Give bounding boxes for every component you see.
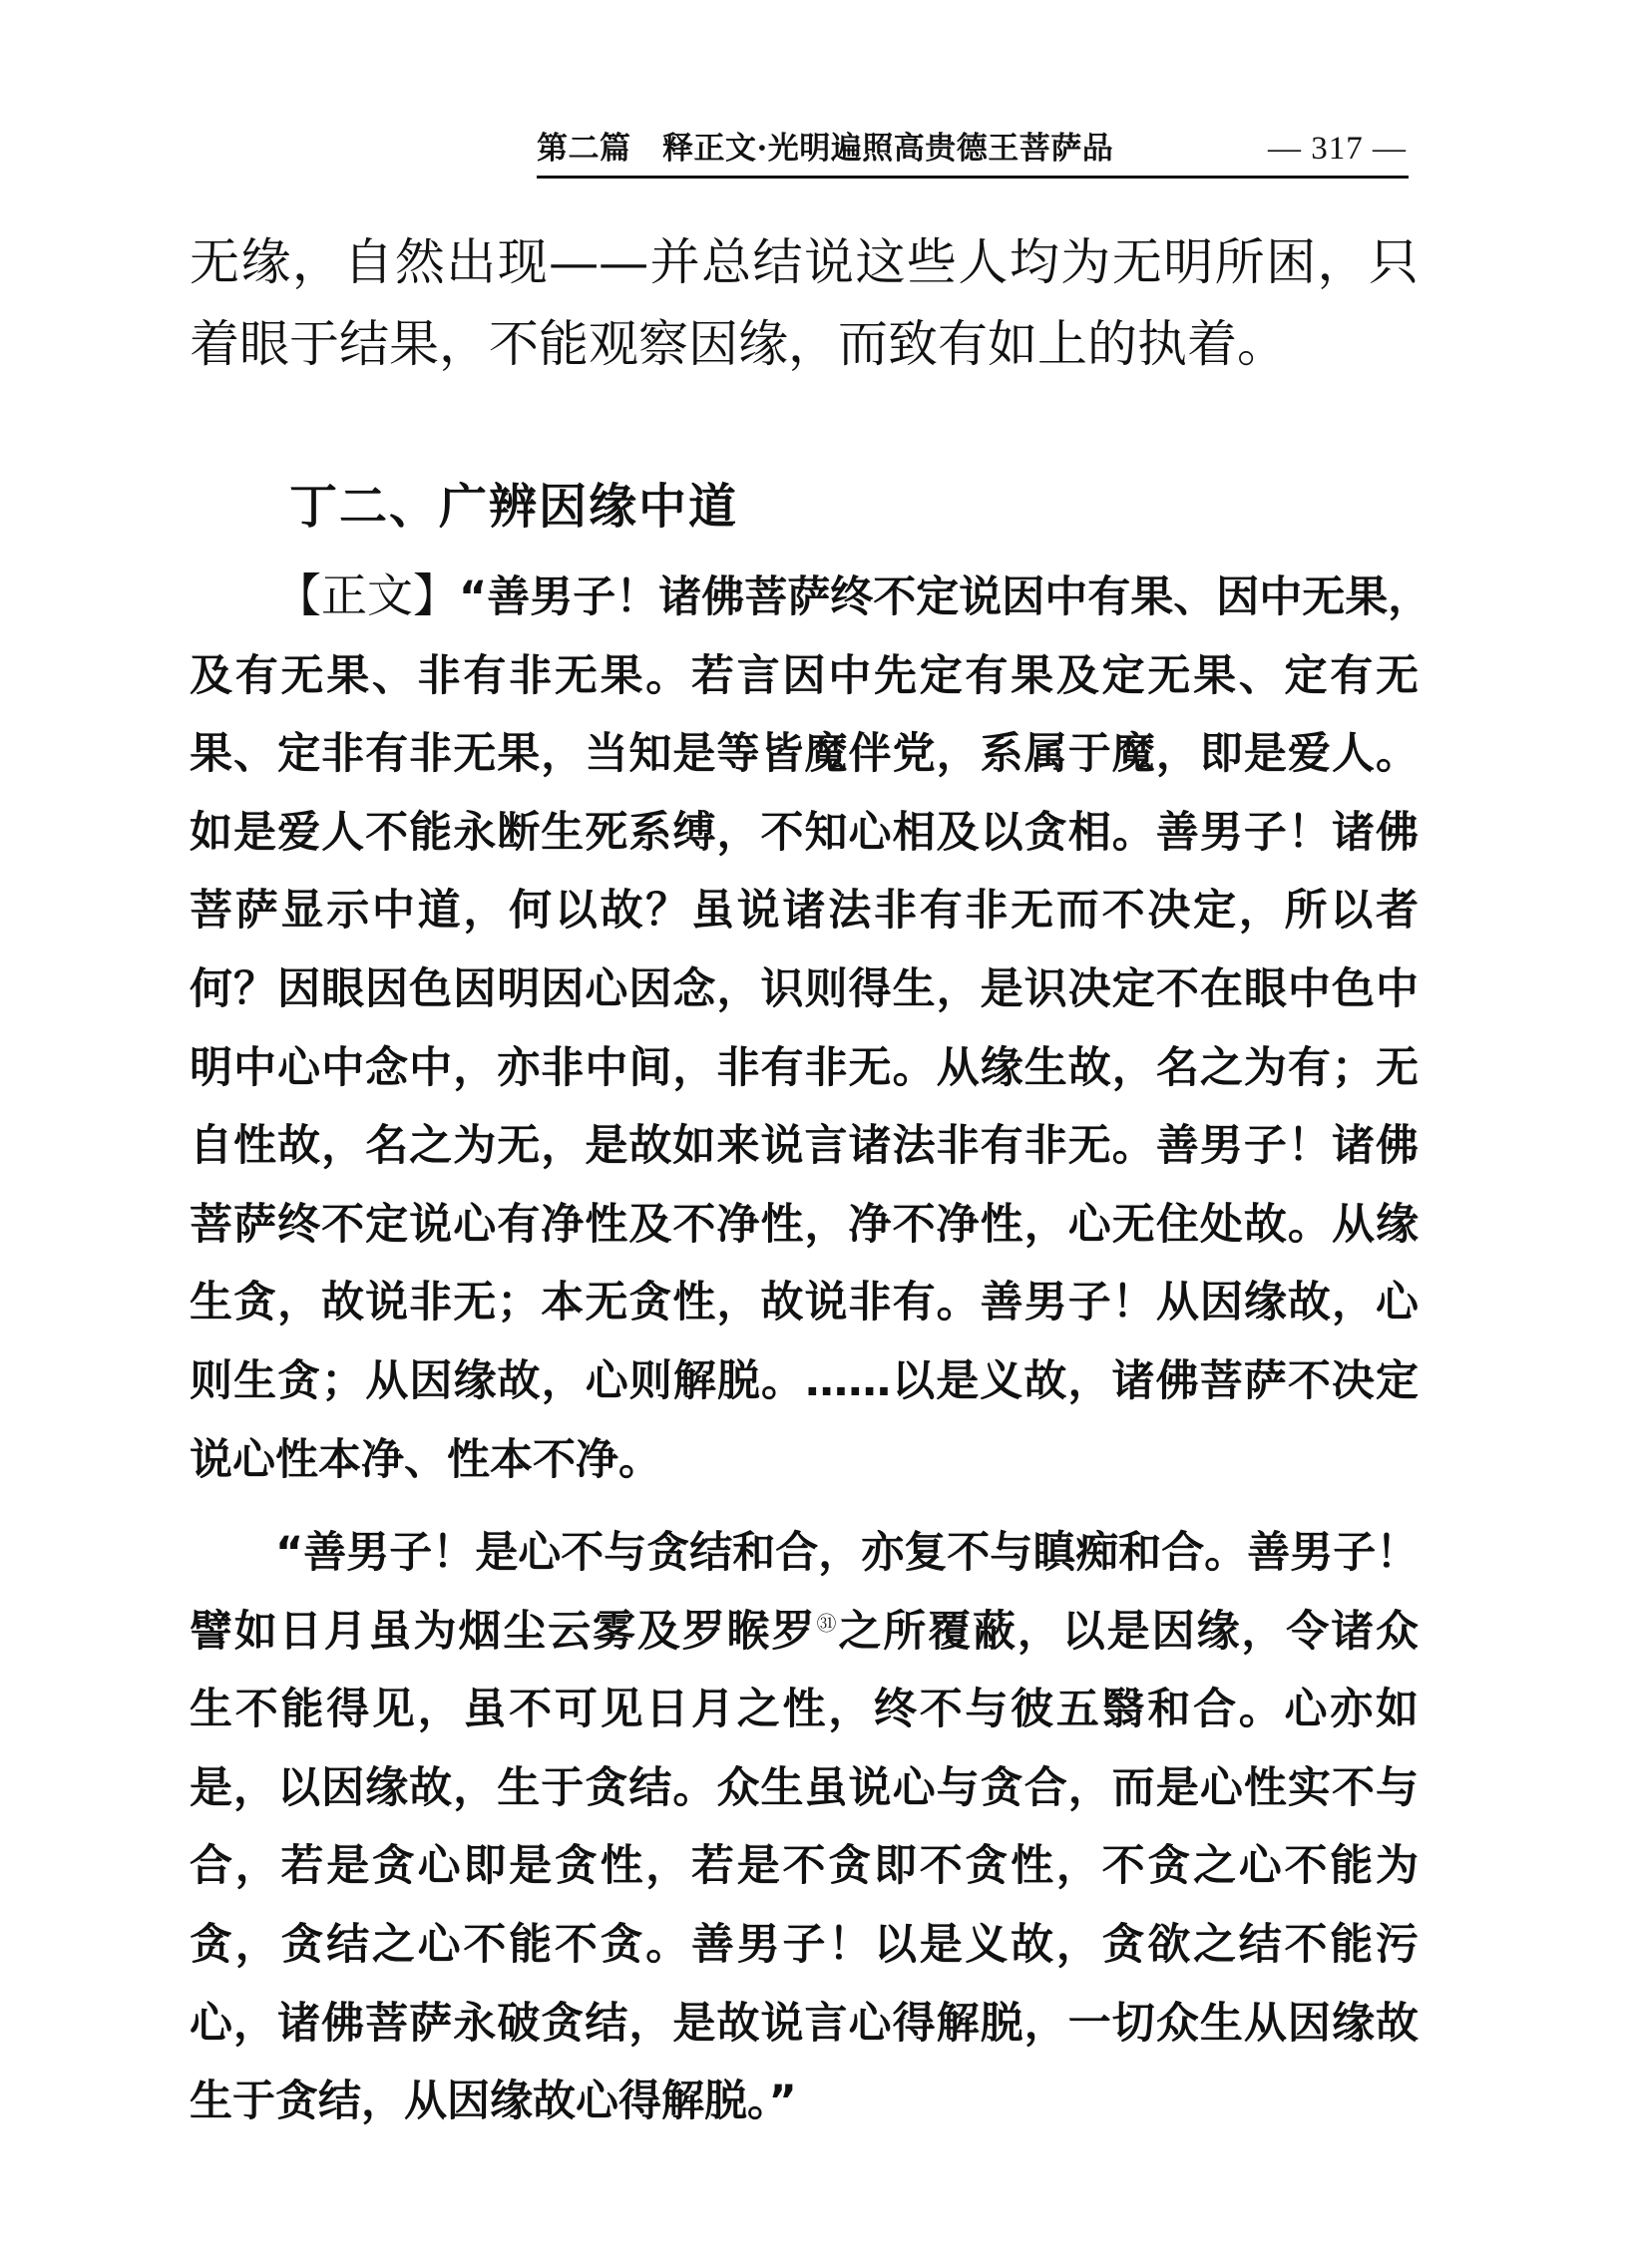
text-line: 说心性本净、性本不净。 — [190, 1434, 661, 1485]
text-line: 菩萨显示中道，何以故？虽说诸法非有非无而不决定，所以者 — [190, 886, 1419, 937]
text-line: 生不能得见，虽不可见日月之性，终不与彼五翳和合。心亦如 — [190, 1685, 1419, 1735]
running-header — [537, 124, 1407, 174]
text-line: 着眼于结果，不能观察因缘，而致有如上的执着。 — [190, 315, 1287, 373]
scripture-paragraph-1 — [190, 557, 1431, 1499]
text-segment: “善男子！诸佛菩萨终不定说因中有果、因中无果， — [459, 572, 1431, 622]
text-line: 及有无果、非有非无果。若言因中先定有果及定无果、定有无 — [190, 650, 1419, 701]
text-line: 则生贪；从因缘故，心则解脱。……以是义故，诸佛菩萨不决定 — [190, 1355, 1419, 1406]
text-line: 生贪，故说非无；本无贪性，故说非有。善男子！从因缘故，心 — [190, 1278, 1419, 1328]
intro-paragraph — [190, 221, 1419, 385]
text-line: 果、定非有非无果，当知是等皆魔伴党，系属于魔，即是爱人。 — [190, 729, 1419, 780]
header-rule — [537, 176, 1409, 179]
scripture-paragraph-2 — [190, 1514, 1419, 2141]
text-line: 自性故，名之为无，是故如来说言诸法非有非无。善男子！诸佛 — [190, 1121, 1419, 1172]
page-number: — 317 — — [1268, 131, 1407, 167]
text-line — [190, 557, 1431, 637]
text-line: 心，诸佛菩萨永破贪结，是故说言心得解脱，一切众生从因缘故 — [190, 1998, 1419, 2049]
text-segment: 譬如日月虽为烟尘云雾及罗睺罗 — [190, 1606, 817, 1657]
text-line — [190, 1593, 1419, 1672]
text-line: 菩萨终不定说心有净性及不净性，净不净性，心无住处故。从缘 — [190, 1199, 1419, 1250]
text-line: 生于贪结，从因缘故心得解脱。” — [190, 2077, 797, 2127]
text-line: 合，若是贪心即是贪性，若是不贪即不贪性，不贪之心不能为 — [190, 1841, 1419, 1892]
text-line: 何？因眼因色因明因心因念，识则得生，是识决定不在眼中色中 — [190, 963, 1419, 1014]
text-segment: 之所覆蔽，以是因缘，令诸众 — [838, 1606, 1420, 1657]
scripture-tag: 【正文】 — [275, 568, 459, 622]
text-line: “善男子！是心不与贪结和合，亦复不与瞋痴和合。善男子！ — [275, 1528, 1420, 1578]
footnote-reference[interactable]: ㉛ — [816, 1611, 839, 1636]
text-line: 是，以因缘故，生于贪结。众生虽说心与贪合，而是心性实不与 — [190, 1762, 1419, 1813]
text-line: 如是爱人不能永断生死系缚，不知心相及以贪相。善男子！诸佛 — [190, 807, 1419, 858]
section-heading: 丁二、广辨因缘中道 — [289, 479, 739, 535]
text-line: 明中心中念中，亦非中间，非有非无。从缘生故，名之为有；无 — [190, 1042, 1419, 1093]
header-title: 第二篇 释正文·光明遍照高贵德王菩萨品 — [537, 131, 1114, 167]
text-line: 无缘，自然出现——并总结说这些人均为无明所困，只 — [190, 233, 1419, 291]
text-line: 贪，贪结之心不能不贪。善男子！以是义故，贪欲之结不能污 — [190, 1919, 1419, 1970]
